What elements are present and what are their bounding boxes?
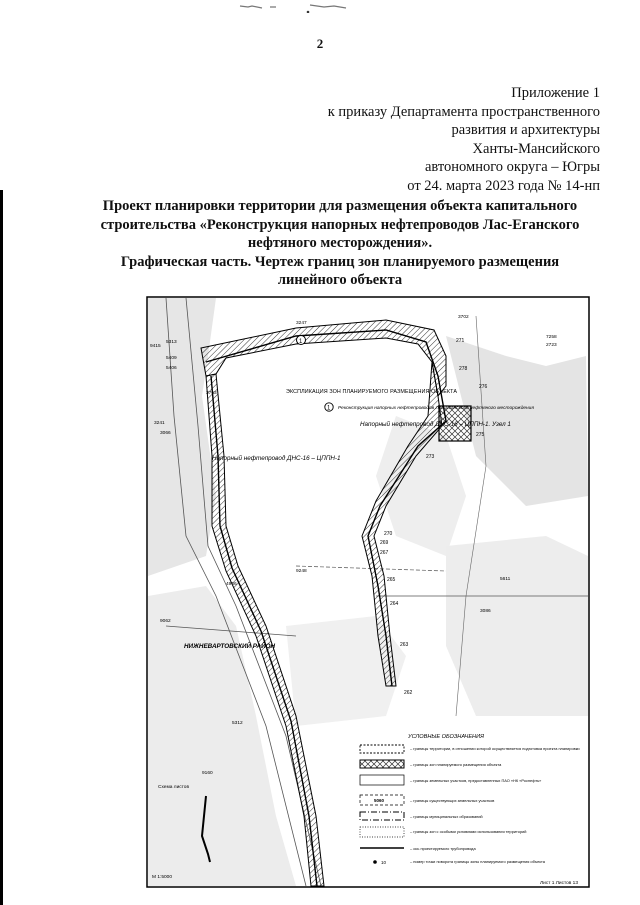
parcel-label: 9415	[150, 344, 161, 349]
legend-title: УСЛОВНЫЕ ОБОЗНАЧЕНИЯ	[408, 734, 484, 740]
parcel-label: 5406	[166, 366, 177, 371]
parcel-label: 5312	[232, 721, 243, 726]
point-number: 276	[479, 384, 488, 390]
point-number: 262	[404, 690, 413, 696]
parcel-label: 9160	[202, 771, 213, 776]
legend-swatch-territory	[360, 745, 404, 753]
legend-swatch-zone	[360, 760, 404, 768]
terrain-area	[446, 536, 588, 716]
legend-text: – ось проектируемого трубопровода	[410, 846, 476, 851]
parcel-label: 3702	[458, 315, 469, 320]
appendix-line: Ханты-Мансийского	[472, 140, 600, 157]
legend-text: – границы земельных участков, предоставленных ПАО «НК «Роснефть»	[410, 778, 542, 783]
inset-label: Схема листов	[158, 785, 190, 790]
legend-swatch-municipal	[360, 812, 404, 820]
appendix-line: развития и архитектуры	[451, 122, 600, 138]
legend-sample-code: 5060	[374, 798, 385, 803]
legend-text: – границы существующих земельных участков	[410, 798, 495, 803]
appendix-line: Приложение 1	[511, 85, 600, 101]
sheet-label: Лист 1 Листов 13	[540, 881, 579, 886]
parcel-label: 5313	[166, 340, 177, 345]
parcel-label: 2723	[546, 343, 557, 348]
point-number: 270	[384, 531, 393, 537]
explication-number: 1	[327, 405, 331, 412]
point-number: 267	[380, 550, 389, 556]
legend	[352, 722, 582, 876]
title-line: Проект планировки территории для размещения объекта капитального	[102, 198, 578, 214]
parcel-label: 9248	[296, 569, 307, 574]
appendix-line: к приказу Департамента пространственного	[327, 103, 600, 120]
point-number: 271	[456, 338, 465, 344]
scan-edge-bar	[0, 190, 3, 905]
explication-marker-number: 1	[299, 339, 303, 345]
parcel-label: 5611	[500, 577, 511, 582]
parcel-label: 4966	[226, 582, 237, 587]
title-line: Графическая часть. Чертеж границ зон планируемого размещения	[120, 253, 560, 270]
point-number: 265	[387, 577, 396, 583]
legend-text: – границы зон планируемого размещения объекта	[410, 762, 502, 767]
document-title	[80, 197, 600, 290]
parcel-label: 3241	[154, 421, 165, 426]
parcel-label: 3763	[206, 391, 217, 396]
legend-swatch-special	[360, 827, 404, 837]
terrain-area	[148, 298, 216, 576]
title-line: нефтяного месторождения».	[247, 235, 433, 251]
legend-swatch-point	[373, 860, 377, 864]
explication-title: ЭКСПЛИКАЦИЯ ЗОН ПЛАНИРУЕМОГО РАЗМЕЩЕНИЯ ОБЪЕКТА	[286, 389, 458, 395]
point-number: 264	[390, 601, 399, 607]
legend-text: – границы территории, в отношении которой осуществляется подготовка проекта планировки	[410, 746, 580, 751]
appendix-header	[270, 84, 600, 195]
parcel-label: 5409	[166, 356, 177, 361]
parcel-label: 7258	[546, 335, 557, 340]
district-label: НИЖНЕВАРТОВСКИЙ РАЙОН	[184, 643, 276, 650]
appendix-line: автономного округа – Югры	[424, 159, 600, 175]
point-number: 278	[459, 366, 468, 372]
legend-text: – границы зон с особыми условиями использования территорий	[410, 829, 527, 834]
title-line: строительства «Реконструкция напорных нефтепроводов Лас-Еганского	[100, 216, 580, 233]
planning-map	[146, 296, 590, 888]
parcel-label: 3086	[480, 609, 491, 614]
legend-text: – границы муниципальных образований	[410, 814, 483, 819]
point-number: 263	[400, 642, 409, 648]
title-line: линейного объекта	[277, 272, 403, 288]
appendix-line: от 24. марта 2023 года № 14-нп	[407, 177, 600, 194]
scale-label: М 1:5000	[152, 875, 173, 880]
explication-text: Реконструкция напорных нефтепроводов Лас-Еганского нефтяного месторождения	[338, 406, 534, 411]
pipe-label-right: Напорный нефтепровод ДНС-16 – ЦППН-1. Узел 1	[360, 421, 511, 428]
page-number: 2	[316, 36, 324, 51]
legend-swatch-rosneft	[360, 775, 404, 785]
point-number: 275	[476, 432, 485, 438]
parcel-label: 3247	[296, 321, 307, 326]
legend-text: – номер точки поворота границы зоны планируемого размещения объекта	[410, 859, 545, 864]
legend-sample-point: 10	[381, 860, 387, 865]
parcel-label: 3066	[160, 431, 171, 436]
point-number: 269	[380, 540, 389, 546]
parcel-label: 9062	[160, 619, 171, 624]
point-number: 273	[426, 454, 435, 460]
pipe-label-left: Напорный нефтепровод ДНС-16 – ЦППН-1	[212, 455, 341, 462]
scan-artifact	[230, 0, 370, 10]
